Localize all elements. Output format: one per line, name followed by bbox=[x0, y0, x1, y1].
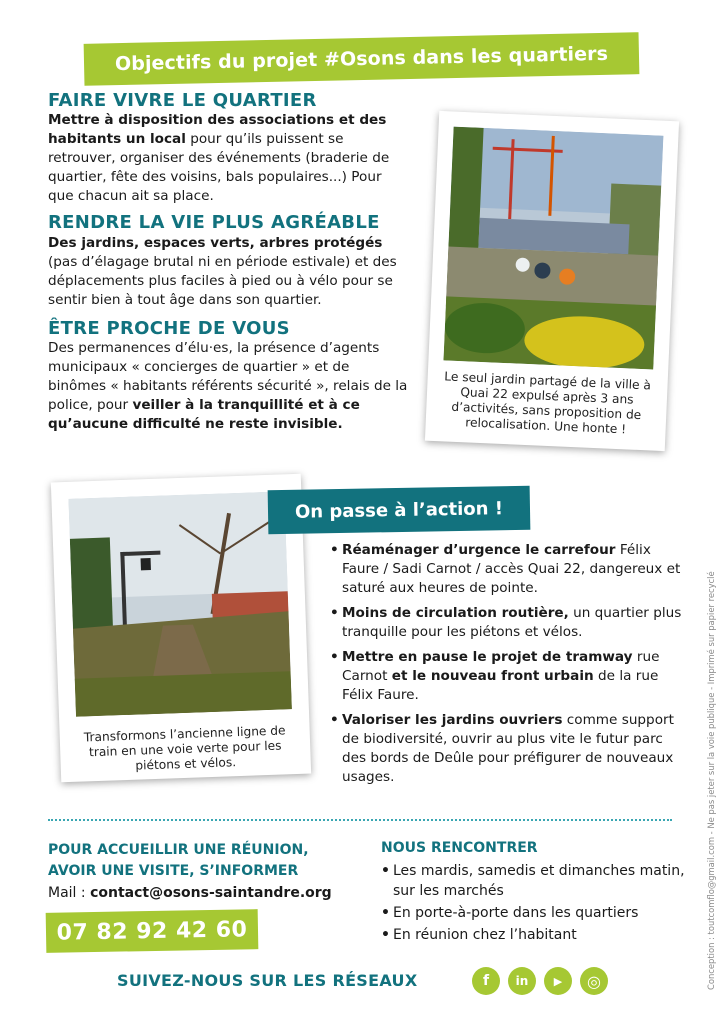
print-credits: Conception : toutcomflo@gmail.com - Ne pas jeter sur la voie publique - Imprimé sur papier recyclé bbox=[706, 571, 716, 990]
section-title-vivre: FAIRE VIVRE LE QUARTIER bbox=[48, 90, 317, 111]
phone-number[interactable]: 07 82 92 42 60 bbox=[56, 916, 248, 946]
action-list bbox=[330, 541, 690, 793]
section-text-agreable: Des jardins, espaces verts, arbres protégés (pas d’élagage brutal ni en période estivale) et des déplacements plus faciles à pied ou à vélo pour se sentir bien à tout âge dans son quartier. bbox=[48, 235, 397, 308]
photo-garden-caption: Le seul jardin partagé de la ville à Quai 22 expulsé après 3 ans d’activités, sans proposition de relocalisation. Une honte ! bbox=[444, 369, 652, 437]
mail-label: Mail : bbox=[48, 885, 91, 901]
section-title-proche: ÊTRE PROCHE DE VOUS bbox=[48, 318, 290, 339]
action-title: On passe à l’action ! bbox=[294, 497, 504, 523]
photo-railway bbox=[68, 491, 291, 716]
section-title-agreable: RENDRE LA VIE PLUS AGRÉABLE bbox=[48, 212, 380, 233]
list-item: • En porte-à-porte dans les quartiers bbox=[381, 903, 701, 923]
section-text-vivre: Mettre à disposition des associations et des habitants un local pour qu’ils puissent se retrouver, organiser des événements (braderie de quartier, fête des voisins, bals populaires...) Pour que chacun ait sa place. bbox=[48, 112, 390, 204]
list-item: • En réunion chez l’habitant bbox=[381, 925, 701, 945]
list-item: • Mettre en pause le projet de tramway rue Carnot et le nouveau front urbain de la rue Félix Faure. bbox=[330, 648, 690, 705]
list-item: • Réaménager d’urgence le carrefour Félix Faure / Sadi Carnot / accès Quai 22, dangereux et saturé aux heures de pointe. bbox=[330, 541, 690, 598]
photo-garden-frame bbox=[425, 111, 679, 451]
page-title: Objectifs du projet #Osons dans les quartiers bbox=[114, 42, 609, 76]
list-item: • Valoriser les jardins ouvriers comme support de biodiversité, ouvrir au plus vite le futur parc des bords de Deûle pour préfigurer de nouveaux usages. bbox=[330, 711, 690, 787]
mail-link[interactable]: contact@osons-saintandre.org bbox=[90, 885, 332, 901]
follow-label: SUIVEZ-NOUS SUR LES RÉSEAUX bbox=[117, 971, 418, 990]
phone-banner bbox=[46, 909, 259, 953]
youtube-icon[interactable]: ▶ bbox=[544, 967, 572, 995]
instagram-icon[interactable]: ◎ bbox=[580, 967, 608, 995]
meet-title: NOUS RENCONTRER bbox=[381, 840, 538, 856]
list-item: • Les mardis, samedis et dimanches matin, sur les marchés bbox=[381, 861, 701, 901]
linkedin-icon[interactable]: in bbox=[508, 967, 536, 995]
section-text-proche: Des permanences d’élu·es, la présence d’agents municipaux « concierges de quartier » et de binômes « habitants référents sécurité », relais de la police, pour veiller à la tranquillité et à ce qu’aucune difficulté ne reste invisible. bbox=[48, 340, 408, 432]
action-banner bbox=[268, 486, 531, 535]
facebook-icon[interactable]: f bbox=[472, 967, 500, 995]
photo-railway-caption: Transformons l’ancienne ligne de train en une voie verte pour les piétons et vélos. bbox=[83, 723, 286, 773]
divider bbox=[48, 819, 672, 821]
list-item: • Moins de circulation routière, un quartier plus tranquille pour les piétons et vélos. bbox=[330, 604, 690, 642]
page-title-banner bbox=[84, 32, 640, 86]
photo-garden bbox=[443, 127, 663, 370]
contact-mail bbox=[48, 885, 332, 901]
contact-title: POUR ACCUEILLIR UNE RÉUNION, AVOIR UNE VISITE, S’INFORMER bbox=[48, 842, 309, 879]
meet-list bbox=[381, 861, 701, 947]
